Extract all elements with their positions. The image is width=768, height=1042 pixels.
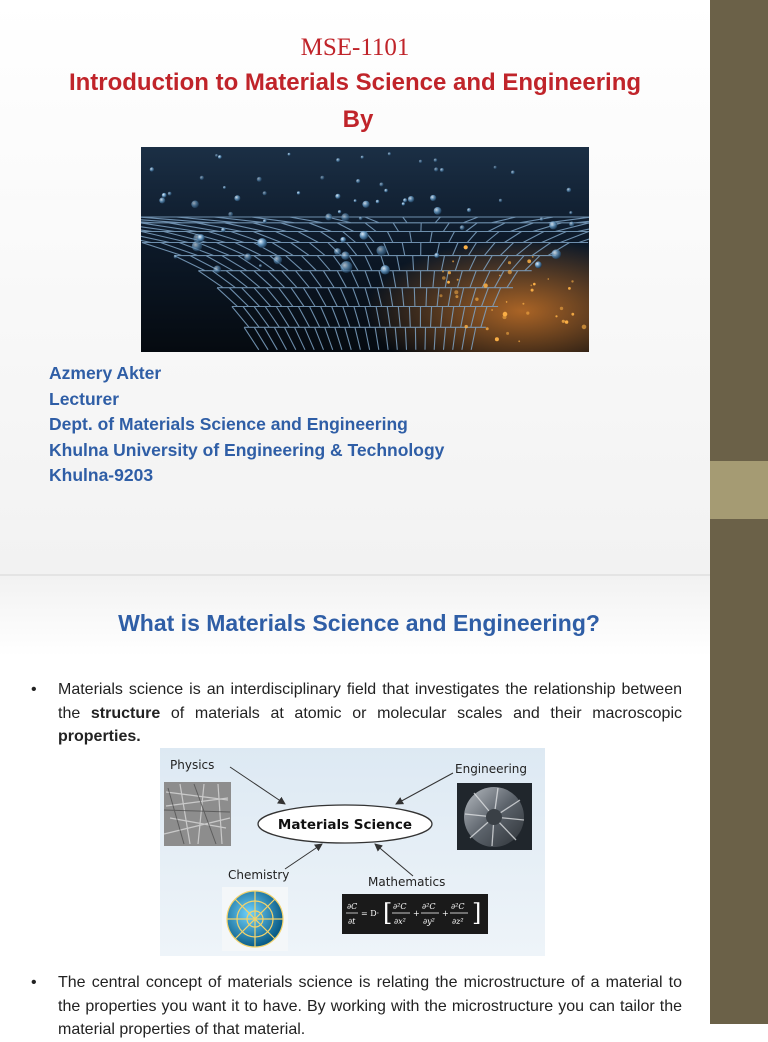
svg-text:∂²C: ∂²C — [451, 902, 465, 911]
author-name: Azmery Akter — [49, 363, 162, 383]
svg-text:∂²C: ∂²C — [393, 902, 407, 911]
svg-text:[: [ — [383, 899, 393, 927]
mathematics-label: Mathematics — [368, 875, 446, 889]
course-title: Introduction to Materials Science and Engineering — [68, 69, 642, 96]
author-position: Lecturer — [49, 388, 120, 409]
physics-label: Physics — [170, 758, 215, 772]
svg-text:∂x²: ∂x² — [394, 917, 406, 926]
svg-text:∂z²: ∂z² — [452, 917, 464, 926]
chemistry-label: Chemistry — [228, 868, 290, 882]
svg-text:∂y²: ∂y² — [423, 917, 435, 926]
svg-text:= D·: = D· — [361, 909, 380, 918]
diffusion-equation-image — [342, 894, 488, 934]
turbine-image — [457, 783, 532, 850]
bullet-1-part2: of materials at atomic or molecular scales and their macroscopic — [160, 704, 683, 722]
svg-text:]: ] — [472, 899, 482, 927]
svg-text:+: + — [413, 909, 420, 918]
microstructure-image — [164, 782, 231, 846]
bullet-dot: • — [31, 974, 37, 991]
author-city: Khulna-9203 — [49, 465, 154, 486]
slide-2-title: What is Materials Science and Engineering? — [118, 610, 600, 636]
by-label: By — [342, 106, 374, 133]
materials-science-label: Materials Science — [277, 817, 413, 833]
bullet-2-text: The central concept of materials science is relating the microstructure of a material to the properties you want it to have. By working with the microstructure you can tailor the material properties of that material. — [58, 974, 682, 1038]
bullet-1-part1: Materials science is an interdisciplinary field that investigates the relationship between the — [58, 681, 682, 722]
sidebar-accent — [710, 461, 768, 519]
materials-science-diagram — [160, 748, 545, 956]
engineering-label: Engineering — [455, 762, 527, 776]
author-department: Dept. of Materials Science and Engineering — [49, 414, 408, 435]
author-university: Khulna University of Engineering & Technology — [49, 439, 445, 460]
bullet-dot: • — [31, 681, 37, 698]
svg-text:∂t: ∂t — [348, 917, 356, 926]
bullet-1-bold-structure: structure — [90, 704, 161, 722]
svg-text:+: + — [442, 909, 449, 918]
svg-text:∂C: ∂C — [347, 902, 358, 911]
author-block — [49, 361, 444, 489]
course-code: MSE-1101 — [300, 34, 410, 61]
bullet-1-bold-properties: properties. — [58, 728, 141, 745]
buckyball-image — [222, 887, 288, 951]
bullet-1-text — [58, 678, 682, 749]
graphene-lattice-image — [141, 147, 589, 352]
svg-text:∂²C: ∂²C — [422, 902, 436, 911]
